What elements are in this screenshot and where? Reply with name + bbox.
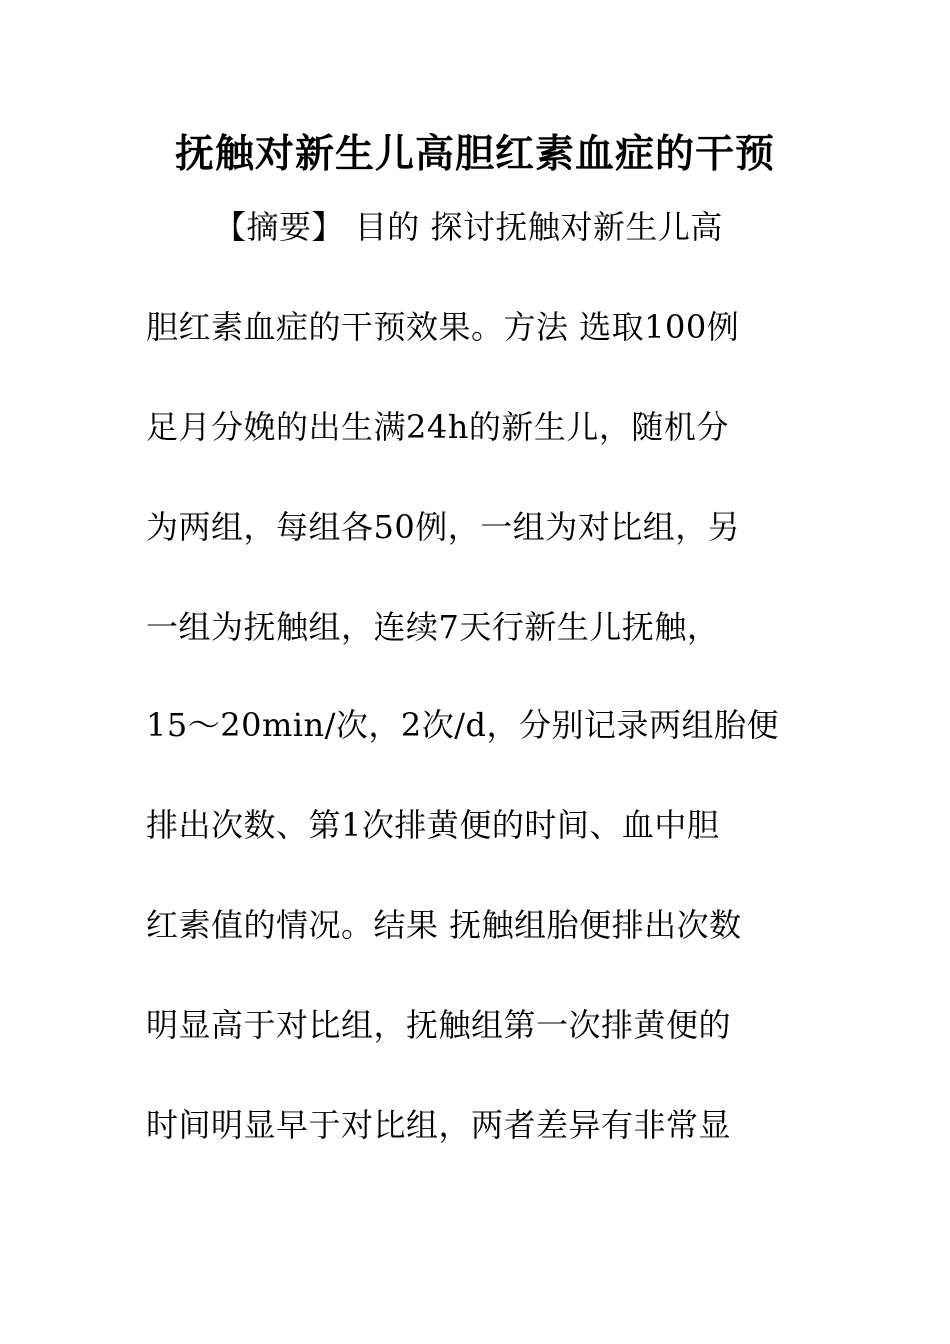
abstract-line-1 <box>214 203 723 251</box>
abstract-line-10: 时间明显早于对比组，两者差异有非常显 <box>146 1106 732 1144</box>
abstract-line-1-text: 目的 探讨抚触对新生儿高 <box>344 208 723 246</box>
abstract-line-3: 足月分娩的出生满24h的新生儿，随机分 <box>146 408 729 446</box>
abstract-line-5: 一组为抚触组，连续7天行新生儿抚触， <box>146 608 720 646</box>
abstract-line-9: 明显高于对比组，抚触组第一次排黄便的 <box>146 1006 732 1044</box>
abstract-label: 【摘要】 <box>214 208 345 246</box>
abstract-line-8: 红素值的情况。结果 抚触组胎便排出次数 <box>146 906 742 944</box>
abstract-line-6: 15～20min/次，2次/d，分别记录两组胎便 <box>146 706 780 744</box>
abstract-line-2: 胆红素血症的干预效果。方法 选取100例 <box>146 308 740 346</box>
abstract-line-7: 排出次数、第1次排黄便的时间、血中胆 <box>146 806 720 844</box>
document-title: 抚触对新生儿高胆红素血症的干预 <box>174 131 775 177</box>
abstract-line-4: 为两组，每组各50例，一组为对比组，另 <box>146 508 741 546</box>
